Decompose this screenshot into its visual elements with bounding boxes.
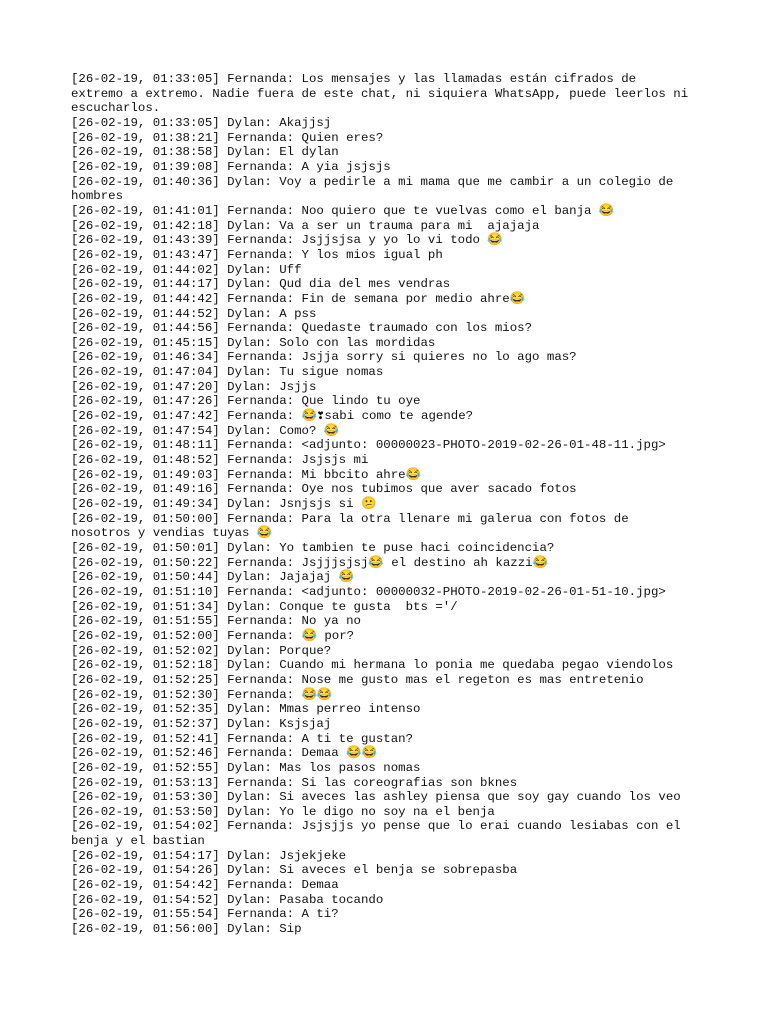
chat-line: [26-02-19, 01:51:34] Dylan: Conque te gusta bts ='/ (71, 599, 458, 614)
chat-line: [26-02-19, 01:48:11] Fernanda: <adjunto: 00000023-PHOTO-2019-02-26-01-48-11.jpg> (71, 438, 666, 453)
chat-line: [26-02-19, 01:48:52] Fernanda: Jsjsjs mi (71, 453, 369, 468)
chat-line: [26-02-19, 01:51:55] Fernanda: No ya no (71, 614, 361, 629)
chat-line: [26-02-19, 01:41:01] Fernanda: Noo quiero que te vuelvas como el banja 😂 (71, 203, 615, 218)
chat-line: [26-02-19, 01:54:42] Fernanda: Demaa (71, 878, 339, 893)
chat-line: [26-02-19, 01:33:05] Dylan: Akajjsj (71, 115, 332, 130)
chat-line: [26-02-19, 01:49:16] Fernanda: Oye nos tubimos que aver sacado fotos (71, 482, 577, 497)
chat-line: [26-02-19, 01:50:22] Fernanda: Jsjjjsjsj😂 el destino ah kazzi😂 (71, 555, 548, 570)
chat-line: [26-02-19, 01:52:00] Fernanda: 😂 por? (71, 628, 355, 643)
chat-line: [26-02-19, 01:44:17] Dylan: Qud dia del mes vendras (71, 277, 451, 292)
chat-line: [26-02-19, 01:47:54] Dylan: Como? 😂 (71, 423, 340, 438)
chat-line: [26-02-19, 01:52:46] Fernanda: Demaa 😂😂 (71, 746, 377, 761)
chat-line: [26-02-19, 01:38:21] Fernanda: Quien eres? (71, 130, 384, 145)
chat-line: [26-02-19, 01:40:36] Dylan: Voy a pedirle a mi mama que me cambir a un colegio de hombres (71, 174, 674, 204)
chat-line: [26-02-19, 01:43:39] Fernanda: Jsjjsjsa y yo lo vi todo 😂 (71, 233, 503, 248)
chat-line: [26-02-19, 01:53:50] Dylan: Yo le digo no soy na el benja (71, 804, 495, 819)
chat-line: [26-02-19, 01:49:03] Fernanda: Mi bbcito ahre😂 (71, 467, 422, 482)
chat-line: [26-02-19, 01:42:18] Dylan: Va a ser un trauma para mi ajajaja (71, 218, 540, 233)
chat-line: [26-02-19, 01:47:20] Dylan: Jsjjs (71, 379, 317, 394)
chat-line: [26-02-19, 01:38:58] Dylan: El dylan (71, 145, 339, 160)
chat-line: [26-02-19, 01:52:37] Dylan: Ksjsjaj (71, 716, 332, 731)
chat-line: [26-02-19, 01:52:35] Dylan: Mmas perreo intenso (71, 702, 421, 717)
chat-line: [26-02-19, 01:50:00] Fernanda: Para la otra llenare mi galerua con fotos de nosotros y vendias tuyas 😂 (71, 511, 629, 541)
chat-line: [26-02-19, 01:56:00] Dylan: Sip (71, 922, 302, 937)
chat-line: [26-02-19, 01:54:26] Dylan: Si aveces el benja se sobrepasba (71, 863, 518, 878)
chat-line: [26-02-19, 01:45:15] Dylan: Solo con las mordidas (71, 335, 436, 350)
chat-line: [26-02-19, 01:43:47] Fernanda: Y los mios igual ph (71, 247, 443, 262)
chat-line: [26-02-19, 01:52:55] Dylan: Mas los pasos nomas (71, 760, 421, 775)
chat-line: [26-02-19, 01:54:52] Dylan: Pasaba tocando (71, 892, 384, 907)
chat-line: [26-02-19, 01:52:30] Fernanda: 😂😂 (71, 687, 333, 702)
chat-line: [26-02-19, 01:54:17] Dylan: Jsjekjeke (71, 848, 347, 863)
chat-line: [26-02-19, 01:55:54] Fernanda: A ti? (71, 907, 339, 922)
chat-line: [26-02-19, 01:33:05] Fernanda: Los mensajes y las llamadas están cifrados de extremo a extremo. Nadie fuera de este chat, ni siquiera WhatsApp, puede leerlos ni escucharlos. (71, 72, 689, 116)
chat-line: [26-02-19, 01:44:02] Dylan: Uff (71, 262, 302, 277)
chat-line: [26-02-19, 01:51:10] Fernanda: <adjunto: 00000032-PHOTO-2019-02-26-01-51-10.jpg> (71, 584, 666, 599)
chat-line: [26-02-19, 01:44:42] Fernanda: Fin de semana por medio ahre😂 (71, 291, 526, 306)
chat-line: [26-02-19, 01:52:18] Dylan: Cuando mi hermana lo ponia me quedaba pegao viendolos (71, 658, 674, 673)
chat-line: [26-02-19, 01:47:42] Fernanda: 😂❣sabi como te agende? (71, 409, 474, 424)
chat-line: [26-02-19, 01:44:52] Dylan: A pss (71, 306, 317, 321)
chat-line: [26-02-19, 01:44:56] Fernanda: Quedaste traumado con los mios? (71, 321, 533, 336)
chat-line: [26-02-19, 01:39:08] Fernanda: A yia jsjsjs (71, 159, 391, 174)
chat-line: [26-02-19, 01:53:13] Fernanda: Si las coreografias son bknes (71, 775, 518, 790)
chat-line: [26-02-19, 01:47:04] Dylan: Tu sigue nomas (71, 365, 384, 380)
chat-line: [26-02-19, 01:52:02] Dylan: Porque? (71, 643, 332, 658)
chat-line: [26-02-19, 01:49:34] Dylan: Jsnjsjs si 😕 (71, 497, 377, 512)
chat-line: [26-02-19, 01:50:01] Dylan: Yo tambien te puse haci coincidencia? (71, 541, 555, 555)
chat-line: [26-02-19, 01:46:34] Fernanda: Jsjja sorry si quieres no lo ago mas? (71, 350, 577, 365)
chat-line: [26-02-19, 01:52:41] Fernanda: A ti te gustan? (71, 731, 414, 746)
chat-line: [26-02-19, 01:53:30] Dylan: Si aveces las ashley piensa que soy gay cuando los veo (71, 790, 681, 805)
chat-line: [26-02-19, 01:54:02] Fernanda: Jsjsjjs yo pense que lo erai cuando lesiabas con el benja y el bastian (71, 819, 681, 849)
chat-transcript (71, 72, 701, 937)
chat-line: [26-02-19, 01:47:26] Fernanda: Que lindo tu oye (71, 394, 421, 409)
chat-line: [26-02-19, 01:52:25] Fernanda: Nose me gusto mas el regeton es mas entretenio (71, 672, 644, 687)
chat-line: [26-02-19, 01:50:44] Dylan: Jajajaj 😂 (71, 570, 355, 585)
